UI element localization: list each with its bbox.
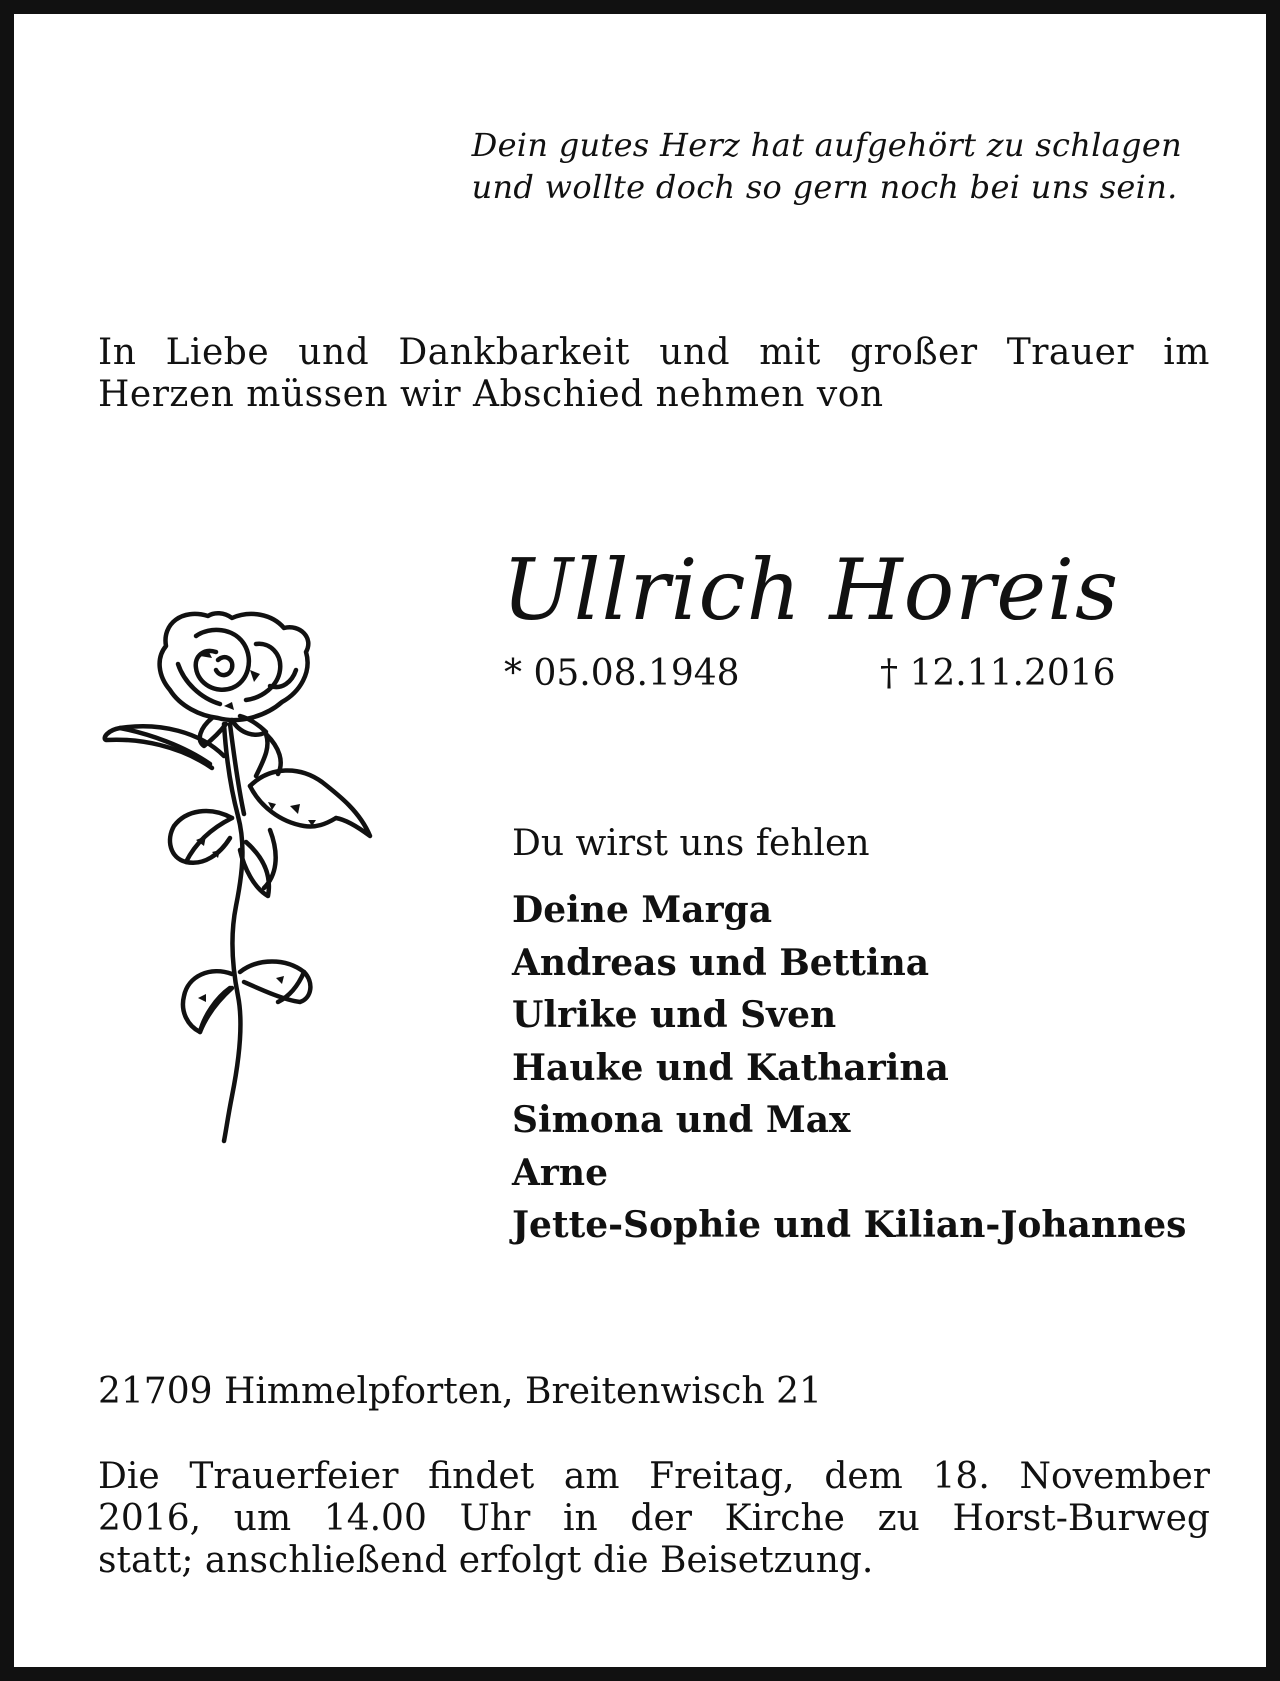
funeral-word: um bbox=[233, 1498, 292, 1539]
family-member: Ulrike und Sven bbox=[512, 994, 837, 1036]
birth-date: * 05.08.1948 bbox=[504, 653, 740, 694]
intro-word: Dankbarkeit bbox=[398, 332, 631, 373]
motto-line-1: Dein gutes Herz hat aufgehört zu schlagen bbox=[471, 126, 1182, 164]
funeral-word: November bbox=[1019, 1456, 1210, 1497]
intro-word: großer bbox=[850, 332, 978, 373]
intro-word: Liebe bbox=[165, 332, 270, 373]
funeral-word: Horst-Burweg bbox=[952, 1498, 1210, 1539]
family-list bbox=[512, 884, 1186, 1252]
funeral-word: dem bbox=[824, 1456, 903, 1497]
intro-word: mit bbox=[759, 332, 821, 373]
funeral-notice bbox=[98, 1456, 1210, 1582]
family-member: Deine Marga bbox=[512, 889, 773, 931]
funeral-word: 18. bbox=[932, 1456, 990, 1497]
funeral-word: zu bbox=[877, 1498, 920, 1539]
miss-text: Du wirst uns fehlen bbox=[512, 823, 870, 864]
funeral-word: 14.00 bbox=[323, 1498, 427, 1539]
family-address: 21709 Himmelpforten, Breitenwisch 21 bbox=[98, 1371, 822, 1412]
intro-text bbox=[98, 332, 1210, 416]
death-date: † 12.11.2016 bbox=[880, 653, 1116, 694]
rose-drawing-icon bbox=[100, 606, 390, 1146]
motto-verse bbox=[472, 124, 1182, 208]
funeral-word: Die bbox=[98, 1456, 160, 1497]
funeral-word: Kirche bbox=[724, 1498, 845, 1539]
funeral-line-3: statt; anschließend erfolgt die Beisetzung. bbox=[98, 1540, 874, 1581]
intro-word: In bbox=[98, 332, 137, 373]
motto-line-2: und wollte doch so gern noch bei uns sein. bbox=[471, 168, 1178, 206]
funeral-word: der bbox=[630, 1498, 692, 1539]
funeral-line-2 bbox=[98, 1498, 1210, 1540]
family-member: Jette-Sophie und Kilian-Johannes bbox=[512, 1204, 1187, 1246]
family-member: Arne bbox=[512, 1151, 608, 1194]
funeral-word: am bbox=[563, 1456, 620, 1497]
family-member: Andreas und Bettina bbox=[512, 941, 930, 984]
intro-word: Trauer bbox=[1006, 332, 1135, 373]
intro-word: im bbox=[1163, 332, 1210, 373]
intro-line-1 bbox=[98, 332, 1210, 374]
funeral-word: 2016, bbox=[98, 1498, 202, 1539]
family-member: Hauke und Katharina bbox=[512, 1046, 949, 1089]
funeral-word: Trauerfeier bbox=[189, 1456, 399, 1497]
funeral-word: in bbox=[563, 1498, 598, 1539]
funeral-word: findet bbox=[428, 1456, 535, 1497]
intro-word: und bbox=[659, 332, 731, 373]
family-member: Simona und Max bbox=[512, 1099, 851, 1141]
deceased-name: Ullrich Horeis bbox=[502, 541, 1120, 639]
intro-line-2: Herzen müssen wir Abschied nehmen von bbox=[98, 374, 884, 415]
funeral-word: Freitag, bbox=[649, 1456, 795, 1497]
funeral-line-1 bbox=[98, 1456, 1210, 1498]
intro-word: und bbox=[298, 332, 370, 373]
funeral-word: Uhr bbox=[459, 1498, 531, 1539]
